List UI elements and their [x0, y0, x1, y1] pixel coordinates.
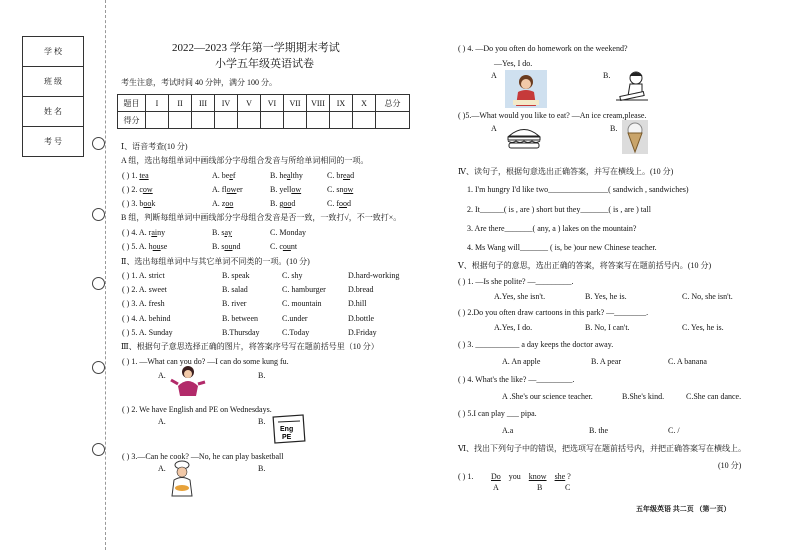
option-a-label: A [491, 124, 497, 133]
score-cell[interactable] [307, 112, 330, 129]
score-header: 总分 [376, 95, 410, 112]
classify-row: ( ) 5. A. Sunday B.Thursday C.Today D.Friday [122, 328, 377, 337]
mc-option-b: B. Yes, he is. [585, 292, 627, 301]
picture-question-5: ( )5.—What would you like to eat? —An ice cream,please. [458, 111, 647, 120]
phonics-row: ( ) 3. book A. zoo B. good C. food [122, 199, 351, 208]
classify-row: ( ) 2. A. sweet B. salad C. hamburger D.bread [122, 285, 374, 294]
section2-title: Ⅱ、选出每组单词中与其它单词不同类的一项。(10 分) [121, 257, 310, 266]
mc-option-c: C. A banana [668, 357, 707, 366]
binding-hole [92, 277, 105, 290]
svg-text:Eng: Eng [280, 426, 294, 433]
score-cell[interactable] [284, 112, 307, 129]
classify-row: ( ) 3. A. fresh B. river C. mountain D.hill [122, 299, 367, 308]
error-letter: C [565, 483, 571, 492]
score-header: X [353, 95, 376, 112]
mc-question: ( ) 2.Do you often draw cartoons in this park? —________. [458, 308, 649, 317]
mc-option-c: C. No, she isn't. [682, 292, 733, 301]
score-cell[interactable] [146, 112, 169, 129]
mc-question: ( ) 3. ___________ a day keeps the doctor away. [458, 340, 614, 349]
mc-option-a: A.Yes, she isn't. [494, 292, 546, 301]
error-letter: A [493, 483, 499, 492]
score-cell[interactable] [192, 112, 215, 129]
option-b-label: B. [258, 464, 266, 473]
mc-option-c: C. Yes, he is. [682, 323, 724, 332]
mc-option-a: A .She's our science teacher. [502, 392, 593, 401]
classify-row: ( ) 4. A. behind B. between C.under D.bottle [122, 314, 374, 323]
binding-line [105, 0, 106, 550]
picture-question-1: ( ) 1. —What can you do? —I can do some kung fu. [122, 357, 289, 366]
mc-option-b: B.She's kind. [622, 392, 665, 401]
score-header: VII [284, 95, 307, 112]
score-cell[interactable] [169, 112, 192, 129]
section6-score: (10 分) [718, 461, 742, 470]
girl-homework-icon [505, 70, 547, 108]
exam-notice: 考生注意，考试时间 40 分钟，满分 100 分。 [121, 78, 277, 87]
page-footer: 五年级英语 共二页 （第一页） [636, 505, 731, 513]
picture-question-3: ( ) 3.—Can he cook? —No, he can play basketball [122, 452, 284, 461]
ice-cream-icon [622, 120, 648, 154]
section4-title: Ⅳ、读句子，根据句意选出正确答案，并写在横线上。(10 分) [458, 167, 674, 176]
picture-question-4-answer: —Yes, I do. [494, 59, 533, 68]
score-header: III [192, 95, 215, 112]
mc-option-a: A. An apple [502, 357, 541, 366]
svg-text:PE: PE [282, 434, 292, 441]
mc-option-b: B. A pear [591, 357, 621, 366]
phonics-row: ( ) 5. A. house B. sound C. count [122, 242, 298, 251]
fill-sentence: 1. I'm hungry I'd like two_______________( sandwich , sandwiches) [467, 185, 689, 194]
score-header: IX [330, 95, 353, 112]
section1-part-b: B 组，判断每组单词中画线部分字母组合发音是否一致，一致打√，不一致打×。 [121, 213, 402, 222]
score-header: I [146, 95, 169, 112]
timetable-icon [272, 414, 306, 444]
mc-option-b: B. the [589, 426, 609, 435]
hamburger-icon [506, 125, 542, 149]
chef-icon [164, 460, 200, 498]
error-question: ( ) 1. [458, 472, 474, 481]
section1-title: Ⅰ、语音考查(10 分) [121, 142, 188, 151]
picture-question-2: ( ) 2. We have English and PE on Wednesdays. [122, 405, 272, 414]
option-b-label: B. [603, 71, 611, 80]
score-cell[interactable] [215, 112, 238, 129]
binding-hole [92, 208, 105, 221]
exam-subtitle: 小学五年级英语试卷 [215, 58, 314, 70]
error-sentence: Do you know she ? [491, 472, 571, 481]
student-info-table [22, 36, 84, 157]
picture-question-4: ( ) 4. —Do you often do homework on the weekend? [458, 44, 628, 53]
score-header: VIII [307, 95, 330, 112]
school-label: 学 校 [23, 37, 84, 67]
fill-sentence: 2. It______( is , are ) short but they_______( is , are ) tall [467, 205, 651, 214]
phonics-row: ( ) 4. A. rainy B. say C. Monday [122, 228, 306, 237]
mc-option-b: B. No, I can't. [585, 323, 630, 332]
kung-fu-girl-icon [168, 364, 208, 398]
mc-option-a: A.Yes, I do. [494, 323, 533, 332]
score-header: V [238, 95, 261, 112]
score-row-label: 得分 [118, 112, 146, 129]
error-letter: B [537, 483, 543, 492]
phonics-row: ( ) 1. tea A. beef B. healthy C. bread [122, 171, 355, 180]
score-header: 题目 [118, 95, 146, 112]
option-b-label: B. [258, 371, 266, 380]
exam-number-label: 考 号 [23, 127, 84, 157]
mc-option-c: C. / [668, 426, 680, 435]
section5-title: Ⅴ、根据句子的意思，选出正确的答案，将答案写在题前括号内。(10 分) [458, 261, 712, 270]
binding-hole [92, 137, 105, 150]
score-header: II [169, 95, 192, 112]
score-header: VI [261, 95, 284, 112]
binding-hole [92, 361, 105, 374]
section1-part-a: A 组，选出每组单词中画线部分字母组合发音与所给单词相同的一项。 [121, 156, 369, 165]
exam-title: 2022—2023 学年第一学期期末考试 [172, 42, 340, 54]
fill-sentence: 3. Are there_______( any, a ) lakes on the mountain? [467, 224, 637, 233]
binding-hole [92, 443, 105, 456]
score-cell[interactable] [376, 112, 410, 129]
option-a-label: A. [158, 371, 166, 380]
option-a-label: A. [158, 417, 166, 426]
mc-question: ( ) 4. What's the like? —_________. [458, 375, 575, 384]
section3-title: Ⅲ、根据句子意思选择正确的图片，将答案序号写在题前括号里（10 分） [121, 342, 379, 351]
option-b-label: B. [610, 124, 618, 133]
score-cell[interactable] [330, 112, 353, 129]
section6-title: Ⅵ、找出下列句子中的错误，把选项写在题前括号内，并把正确答案写在横线上。 [458, 444, 747, 453]
name-label: 姓 名 [23, 97, 84, 127]
boy-writing-icon [614, 70, 650, 104]
mc-option-a: A.a [502, 426, 514, 435]
fill-sentence: 4. Ms Wang will_______ ( is, be )our new Chinese teacher. [467, 243, 657, 252]
mc-question: ( ) 1. —Is she polite? —_________. [458, 277, 574, 286]
class-label: 班 级 [23, 67, 84, 97]
option-b-label: B. [258, 417, 266, 426]
mc-option-c: C.She can dance. [686, 392, 742, 401]
score-table [117, 94, 410, 129]
option-a-label: A [491, 71, 497, 80]
score-cell[interactable] [353, 112, 376, 129]
option-a-label: A. [158, 464, 166, 473]
phonics-row: ( ) 2. cow A. flower B. yellow C. snow [122, 185, 354, 194]
mc-question: ( ) 5.I can play ___ pipa. [458, 409, 537, 418]
score-cell[interactable] [261, 112, 284, 129]
score-header: IV [215, 95, 238, 112]
score-cell[interactable] [238, 112, 261, 129]
classify-row: ( ) 1. A. strict B. speak C. shy D.hard-working [122, 271, 400, 280]
